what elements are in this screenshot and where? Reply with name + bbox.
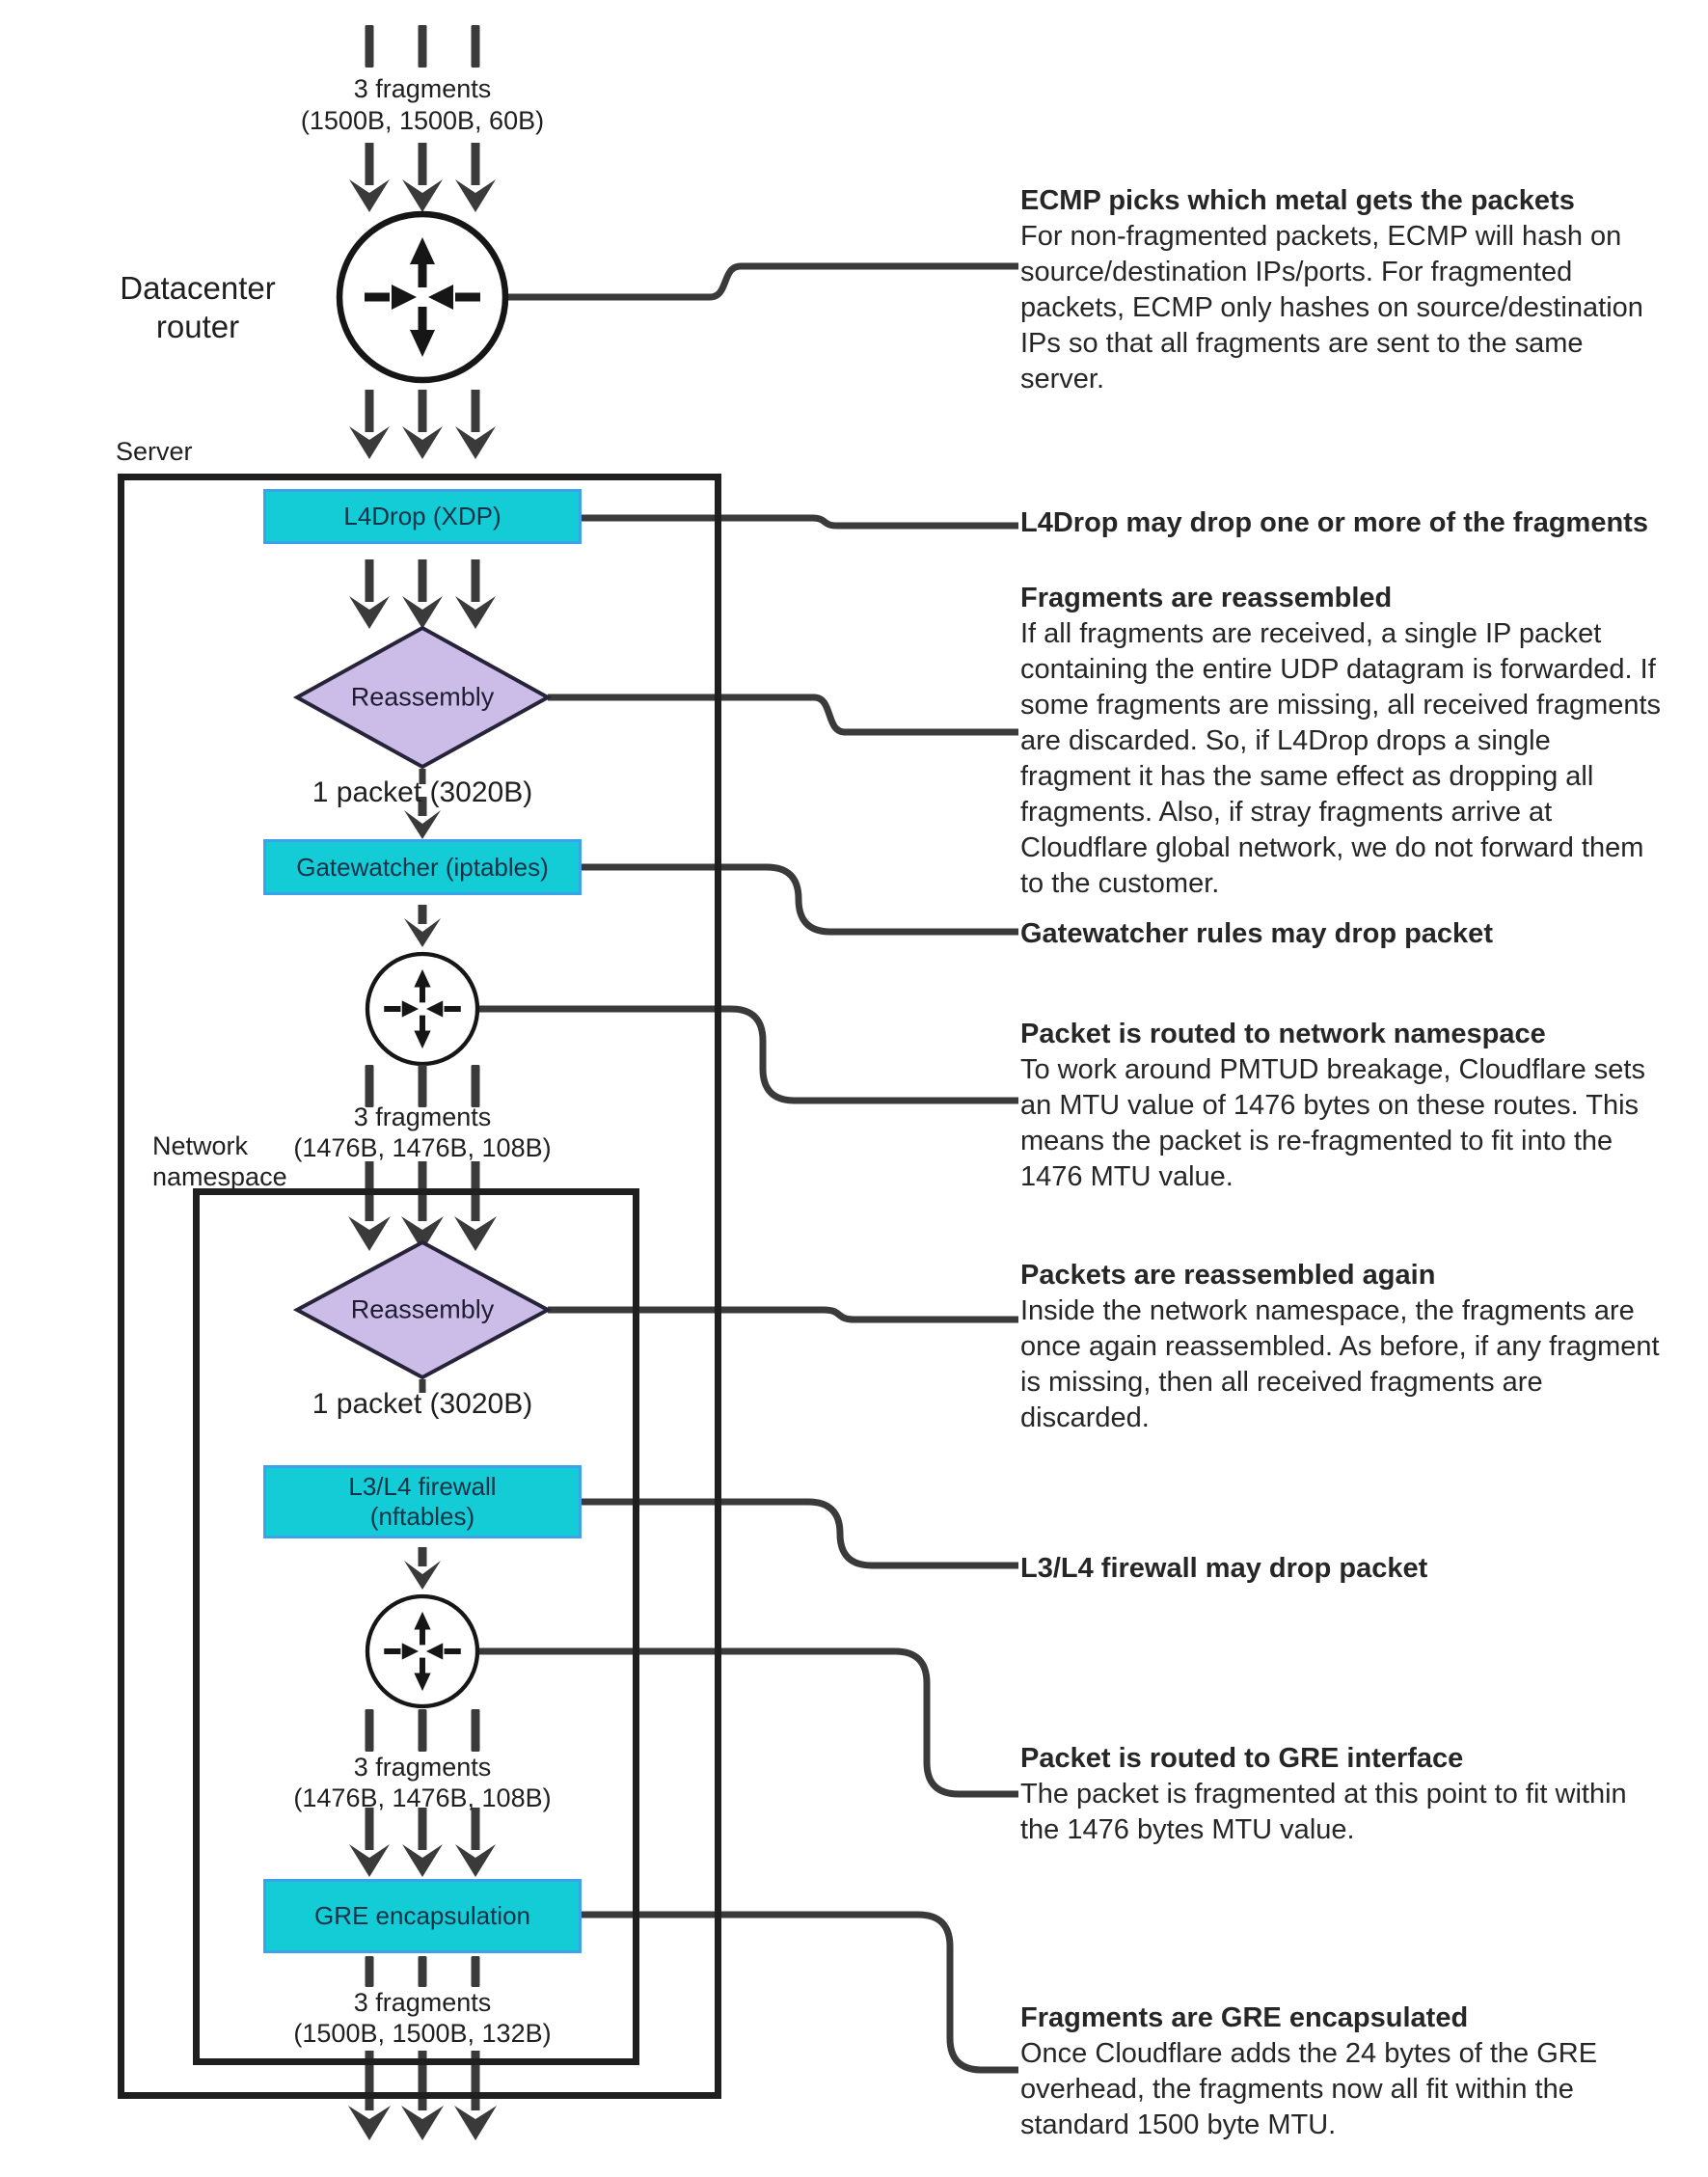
annotation-title: ECMP picks which metal gets the packets — [1020, 185, 1575, 216]
gre-label: GRE encapsulation — [313, 1901, 531, 1930]
input-fragments-label: 3 fragments — [353, 74, 492, 103]
annotation-body: Inside the network namespace, the fragments are once again reassembled. As before, if any fragment is missing, then all received fragments are discarded. — [1020, 1295, 1660, 1433]
gre-encapsulation-box — [263, 1879, 582, 1953]
network-namespace-label-line2: namespace — [152, 1162, 287, 1191]
down-arrow-icon — [402, 143, 443, 212]
routed-fragments-label: 3 fragments — [353, 1102, 492, 1131]
packet-dash-icon — [366, 25, 374, 68]
annotation-ecmp — [1020, 183, 1668, 397]
gre-fragments-sizes: (1476B, 1476B, 108B) — [293, 1783, 552, 1812]
annotation-reassembled — [1020, 581, 1668, 902]
annotation-title: Packets are reassembled again — [1020, 1260, 1436, 1291]
annotation-title: Fragments are GRE encapsulated — [1020, 2002, 1469, 2033]
packet-dash-icon — [419, 25, 427, 68]
gre-fragments-label: 3 fragments — [353, 1753, 492, 1782]
annotation-title: L4Drop may drop one or more of the fragments — [1020, 507, 1648, 538]
down-arrow-icon — [455, 143, 496, 212]
routed-fragments-sizes: (1476B, 1476B, 108B) — [293, 1133, 552, 1162]
down-arrow-icon — [349, 143, 390, 212]
down-arrow-icon — [402, 390, 443, 459]
packet-label: 1 packet (3020B) — [312, 1388, 533, 1420]
down-arrow-icon — [455, 390, 496, 459]
network-namespace-label-line1: Network — [152, 1131, 249, 1160]
annotation-body: For non-fragmented packets, ECMP will hash on source/destination IPs/ports. For fragmented packets, ECMP only hashes on source/destination IPs so that all fragments are sent to the same server. — [1020, 221, 1643, 395]
firewall-label-line2: (nftables) — [369, 1502, 475, 1531]
annotation-gre-encapsulated — [1020, 2000, 1668, 2143]
gatewatcher-box — [263, 839, 582, 895]
router-icon — [339, 214, 505, 380]
annotation-routed-gre — [1020, 1741, 1668, 1848]
datacenter-router-label-line2: router — [155, 309, 240, 344]
datacenter-router-label-line1: Datacenter — [120, 270, 276, 306]
output-fragments-sizes: (1500B, 1500B, 132B) — [293, 2019, 552, 2048]
annotation-title: Packet is routed to GRE interface — [1020, 1743, 1464, 1774]
annotation-body: To work around PMTUD breakage, Cloudflare sets an MTU value of 1476 bytes on these routes. This means the packet is re-fragmented to fit into the 1476 MTU value. — [1020, 1054, 1645, 1192]
annotation-title: L3/L4 firewall may drop packet — [1020, 1553, 1428, 1584]
annotation-gatewatcher-drop — [1020, 916, 1668, 952]
annotation-firewall-drop — [1020, 1551, 1668, 1587]
output-fragments-label: 3 fragments — [353, 1988, 492, 2017]
connector-line — [507, 266, 1018, 297]
annotation-body: Once Cloudflare adds the 24 bytes of the GRE overhead, the fragments now all fit within the standard 1500 byte MTU. — [1020, 2038, 1598, 2140]
annotation-title: Packet is routed to network namespace — [1020, 1019, 1546, 1049]
packet-label: 1 packet (3020B) — [312, 776, 533, 808]
annotation-title: Fragments are reassembled — [1020, 583, 1393, 613]
l4drop-box — [263, 489, 582, 544]
down-arrow-icon — [349, 390, 390, 459]
annotation-l4drop-drop — [1020, 505, 1668, 541]
server-label: Server — [116, 437, 193, 466]
annotation-body: If all fragments are received, a single IP packet containing the entire UDP datagram is forwarded. If some fragments are missing, all received fragments are discarded. So, if L4Drop drops a single fragment it has the same effect as dropping all fragments. Also, if stray fragments arrive at Cloudflare global network, we do not forward them to the customer. — [1020, 618, 1662, 899]
annotation-routed-netns — [1020, 1017, 1668, 1195]
l4drop-label: L4Drop (XDP) — [343, 502, 502, 531]
l3l4-firewall-box — [263, 1465, 582, 1538]
input-fragments-sizes: (1500B, 1500B, 60B) — [300, 106, 545, 135]
reassembly-label: Reassembly — [350, 1294, 495, 1324]
annotation-reassembled-again — [1020, 1258, 1668, 1436]
annotation-body: The packet is fragmented at this point to fit within the 1476 bytes MTU value. — [1020, 1779, 1627, 1845]
annotation-title: Gatewatcher rules may drop packet — [1020, 918, 1493, 949]
firewall-label-line1: L3/L4 firewall — [348, 1472, 497, 1501]
reassembly-label: Reassembly — [350, 682, 495, 712]
gatewatcher-label: Gatewatcher (iptables) — [296, 852, 549, 882]
packet-dash-icon — [472, 25, 480, 68]
